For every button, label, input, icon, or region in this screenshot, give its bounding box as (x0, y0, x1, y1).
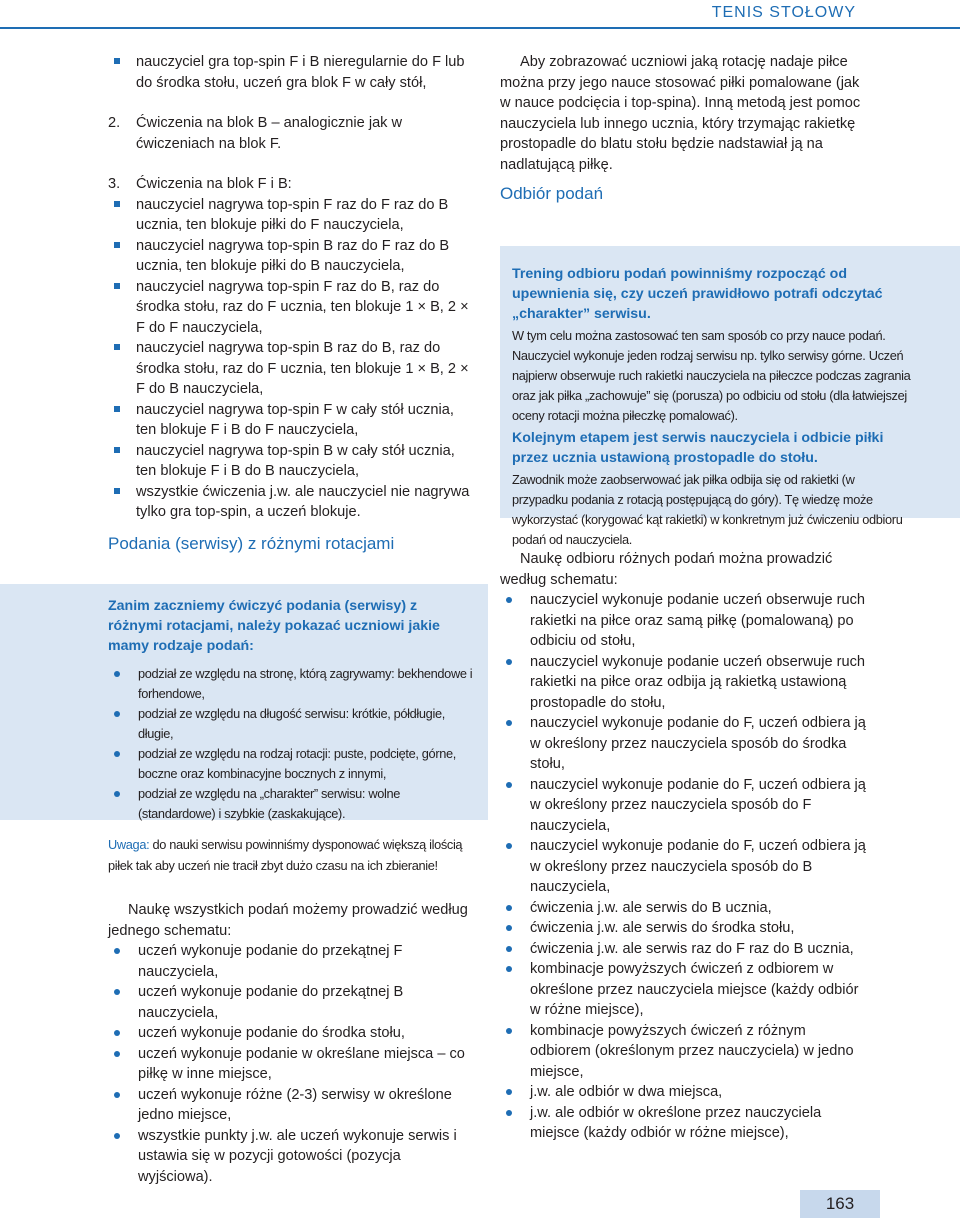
section-heading-receive: Odbiór podań (500, 184, 604, 203)
list-item: nauczyciel nagrywa top-spin F raz do F raz do B ucznia, ten blokuje piłki do F nauczyciela, (108, 195, 476, 236)
running-header: TENIS STOŁOWY (711, 4, 856, 21)
list-item: ćwiczenia j.w. ale serwis raz do F raz do B ucznia, (500, 939, 870, 960)
right-column (500, 52, 870, 205)
header-rule (0, 27, 960, 29)
page-number: 163 (800, 1190, 880, 1218)
note-label: Uwaga: (108, 837, 150, 852)
list-item: nauczyciel nagrywa top-spin B raz do F raz do B ucznia, ten blokuje piłki do B nauczyciela, (108, 236, 476, 277)
note-paragraph (108, 834, 476, 876)
box-heading: Kolejnym etapem jest serwis nauczyciela i odbicie piłki przez ucznia ustawioną prostopadle do stołu. (512, 430, 884, 466)
left-column (108, 52, 476, 555)
list-item: j.w. ale odbiór w określone przez nauczyciela miejsce (każdy odbiór w różne miejsce), (500, 1103, 870, 1144)
list-item: wszystkie ćwiczenia j.w. ale nauczyciel nie nagrywa tylko gra top-spin, a uczeń blokuje. (108, 482, 476, 523)
list-item: nauczyciel wykonuje podanie uczeń obserwuje ruch rakietki na piłce oraz odbija ją rakietką ustawioną prostopadle do stołu, (500, 652, 870, 714)
box-heading: Zanim zaczniemy ćwiczyć podania (serwisy) z różnymi rotacjami, należy pokazać uczniowi jakie mamy rodzaje podań: (108, 598, 440, 654)
list-item: podział ze względu na długość serwisu: krótkie, półdługie, długie, (108, 704, 474, 744)
list-item: podział ze względu na rodzaj rotacji: puste, podcięte, górne, boczne oraz kombinacyjne bocznych z innymi, (108, 744, 474, 784)
right-schema-block (500, 549, 870, 1144)
box-body: Zawodnik może zaobserwować jak piłka odbija się od rakietki (w przypadku podania z rotacją postępującą do góry). Tę wiedzę może wykorzystać (korygować kąt rakietki) w konkretnym już ćwiczeniu odbioru podań od nauczyciela. (512, 472, 903, 547)
list-item: uczeń wykonuje podanie w określane miejsca – co piłkę w inne miejsce, (108, 1044, 476, 1085)
list-item: nauczyciel wykonuje podanie uczeń obserwuje ruch rakietki na piłce oraz samą piłkę (pomalowaną) po odbiciu od stołu, (500, 590, 870, 652)
list-item: nauczyciel nagrywa top-spin B raz do B, raz do środka stołu, raz do F ucznia, ten blokuje 1 × B, 2 × F do B nauczyciela, (108, 338, 476, 400)
block-exercise-list (108, 195, 476, 523)
paragraph: Naukę wszystkich podań możemy prowadzić według jednego schematu: (108, 902, 468, 939)
box-left-content (108, 596, 474, 824)
section-heading-services: Podania (serwisy) z różnymi rotacjami (108, 533, 395, 553)
item-text: Ćwiczenia na blok F i B: (136, 176, 292, 192)
list-item: ćwiczenia j.w. ale serwis do B ucznia, (500, 898, 870, 919)
item-number: 3. (108, 176, 121, 192)
list-item: nauczyciel nagrywa top-spin B w cały stół ucznia, ten blokuje F i B do B nauczyciela, (108, 441, 476, 482)
list-item: nauczyciel gra top-spin F i B nieregularnie do F lub do środka stołu, uczeń gra blok F w cały stół, (108, 52, 476, 93)
note-text: do nauki serwisu powinniśmy dysponować większą ilością piłek tak aby uczeń nie tracił zbyt dużo czasu na ich zbieranie! (108, 837, 463, 873)
top-bullet-list (108, 52, 476, 93)
box-right-content (512, 264, 912, 550)
list-item: uczeń wykonuje podanie do środka stołu, (108, 1023, 476, 1044)
list-item: uczeń wykonuje podanie do przekątnej F nauczyciela, (108, 941, 476, 982)
service-schema-list (108, 941, 476, 1187)
list-item: uczeń wykonuje różne (2-3) serwisy w określone jedno miejsce, (108, 1085, 476, 1126)
left-schema-block (108, 900, 476, 1187)
list-item: podział ze względu na „charakter” serwisu: wolne (standardowe) i szybkie (zaskakujące). (108, 784, 474, 824)
list-item: nauczyciel nagrywa top-spin F w cały stół ucznia, ten blokuje F i B do F nauczyciela, (108, 400, 476, 441)
list-item: nauczyciel wykonuje podanie do F, uczeń odbiera ją w określony przez nauczyciela sposób do B nauczyciela, (500, 836, 870, 898)
box-body: W tym celu można zastosować ten sam sposób co przy nauce podań. Nauczyciel wykonuje jeden rodzaj serwisu np. tylko serwisy górne. Uczeń najpierw obserwuje ruch rakietki nauczyciela na piłeczce podczas zagrania oraz jak piłka „zachowuje” się (porusza) po odbiciu od stołu (dla łatwiejszej oceny rotacji można piłeczkę pomalować). (512, 328, 911, 423)
list-item: nauczyciel nagrywa top-spin F raz do B, raz do środka stołu, raz do F ucznia, ten blokuje 1 × B, 2 × F do F nauczyciela, (108, 277, 476, 339)
paragraph: Naukę odbioru różnych podań można prowadzić według schematu: (500, 551, 833, 588)
box-heading: Trening odbioru podań powinniśmy rozpocząć od upewnienia się, czy uczeń prawidłowo potrafi odczytać „charakter” serwisu. (512, 266, 883, 322)
list-item: ćwiczenia j.w. ale serwis do środka stołu, (500, 918, 870, 939)
list-item: nauczyciel wykonuje podanie do F, uczeń odbiera ją w określony przez nauczyciela sposób do środka stołu, (500, 713, 870, 775)
receive-schema-list (500, 590, 870, 1144)
numbered-item-3 (108, 174, 476, 195)
list-item: uczeń wykonuje podanie do przekątnej B nauczyciela, (108, 982, 476, 1023)
list-item: j.w. ale odbiór w dwa miejsca, (500, 1082, 870, 1103)
item-number: 2. (108, 115, 121, 131)
item-text: Ćwiczenia na blok B – analogicznie jak w ćwiczeniach na blok F. (136, 115, 403, 152)
service-types-list (108, 664, 474, 824)
list-item: podział ze względu na stronę, którą zagrywamy: bekhendowe i forhendowe, (108, 664, 474, 704)
numbered-item-2 (108, 113, 476, 154)
list-item: kombinacje powyższych ćwiczeń z odbiorem w określone przez nauczyciela miejsce (każdy odbiór w różne miejsce), (500, 959, 870, 1021)
list-item: nauczyciel wykonuje podanie do F, uczeń odbiera ją w określony przez nauczyciela sposób do F nauczyciela, (500, 775, 870, 837)
list-item: wszystkie punkty j.w. ale uczeń wykonuje serwis i ustawia się w pozycji gotowości (pozycja wyjściowa). (108, 1126, 476, 1188)
intro-paragraph: Aby zobrazować uczniowi jaką rotację nadaje piłce można przy jego nauce stosować piłki pomalowane (jak w nauce podcięcia i top-spina). Inną metodą jest pomoc nauczyciela lub innego ucznia, który trzymając rakietkę prostopadle do blatu stołu będzie nadstawiał ją na nadlatującą piłkę. (500, 54, 861, 173)
list-item: kombinacje powyższych ćwiczeń z różnym odbiorem (określonym przez nauczyciela) w jedno miejsce, (500, 1021, 870, 1083)
